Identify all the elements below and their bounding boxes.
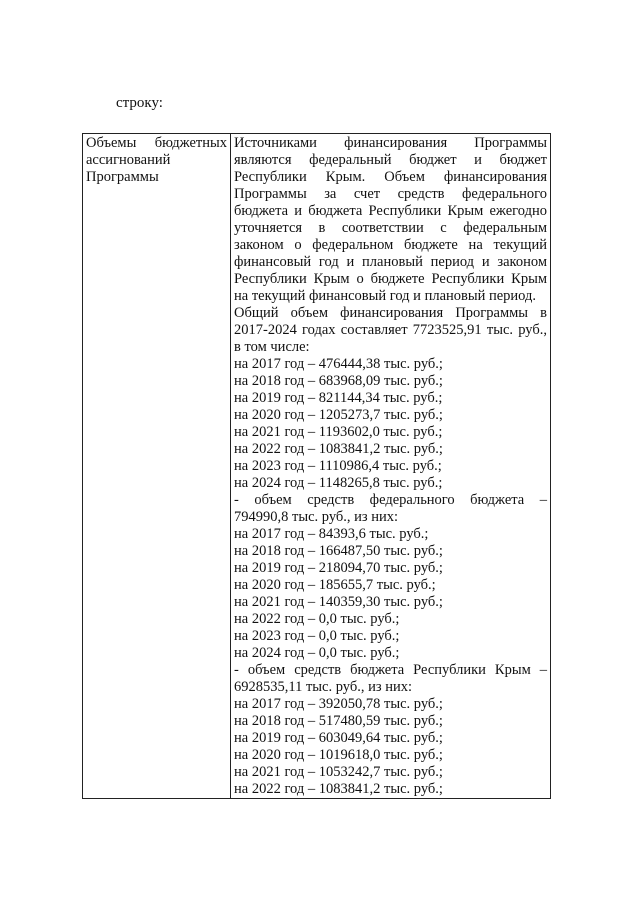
- intro-text: строку:: [116, 95, 163, 111]
- total-by-year-list: [234, 356, 547, 492]
- passport-table: [82, 133, 551, 799]
- crimea-by-year-list: [234, 696, 547, 798]
- list-item: на 2019 год – 603049,64 тыс. руб.;: [234, 730, 443, 746]
- funding-sources-paragraph: Источниками финансирования Программы являются федеральный бюджет и бюджет Республики Крым. Объем финансирования Программы за счет средств федерального бюджета и бюджета Республики Крым ежегодно уточняется в соответствии с федеральным законом о федеральном бюджете на текущий финансовый год и плановый период и законом Республики Крым о бюджете Республики Крым на текущий финансовый год и плановый период.: [234, 135, 547, 304]
- list-item: на 2020 год – 1019618,0 тыс. руб.;: [234, 747, 443, 763]
- federal-budget-heading: - объем средств федерального бюджета –: [234, 492, 547, 508]
- list-item: на 2019 год – 218094,70 тыс. руб.;: [234, 560, 443, 576]
- list-item: на 2023 год – 1110986,4 тыс. руб.;: [234, 458, 442, 474]
- row-label-line: Объемы бюджетных: [86, 135, 227, 151]
- list-item: на 2024 год – 1148265,8 тыс. руб.;: [234, 475, 443, 491]
- row-label-line: ассигнований: [86, 152, 171, 168]
- federal-budget-amount: 794990,8 тыс. руб., из них:: [234, 509, 399, 525]
- crimea-budget-heading: - объем средств бюджета Республики Крым –: [234, 662, 547, 678]
- total-funding-paragraph: Общий объем финансирования Программы в 2017-2024 годах составляет 7723525,91 тыс. руб., в том числе:: [234, 305, 547, 355]
- list-item: на 2018 год – 166487,50 тыс. руб.;: [234, 543, 443, 559]
- list-item: на 2023 год – 0,0 тыс. руб.;: [234, 628, 400, 644]
- list-item: на 2021 год – 1193602,0 тыс. руб.;: [234, 424, 443, 440]
- list-item: на 2019 год – 821144,34 тыс. руб.;: [234, 390, 443, 406]
- row-content-cell: [231, 134, 551, 799]
- table-row: [83, 134, 551, 799]
- list-item: на 2022 год – 1083841,2 тыс. руб.;: [234, 441, 443, 457]
- list-item: на 2020 год – 185655,7 тыс. руб.;: [234, 577, 436, 593]
- federal-by-year-list: [234, 526, 547, 662]
- list-item: на 2024 год – 0,0 тыс. руб.;: [234, 645, 400, 661]
- list-item: на 2018 год – 683968,09 тыс. руб.;: [234, 373, 443, 389]
- list-item: на 2021 год – 140359,30 тыс. руб.;: [234, 594, 443, 610]
- list-item: на 2022 год – 1083841,2 тыс. руб.;: [234, 781, 443, 797]
- list-item: на 2020 год – 1205273,7 тыс. руб.;: [234, 407, 443, 423]
- crimea-budget-amount: 6928535,11 тыс. руб., из них:: [234, 679, 413, 695]
- row-label-line: Программы: [86, 169, 159, 185]
- list-item: на 2017 год – 476444,38 тыс. руб.;: [234, 356, 443, 372]
- list-item: на 2018 год – 517480,59 тыс. руб.;: [234, 713, 443, 729]
- list-item: на 2017 год – 84393,6 тыс. руб.;: [234, 526, 429, 542]
- list-item: на 2017 год – 392050,78 тыс. руб.;: [234, 696, 443, 712]
- list-item: на 2022 год – 0,0 тыс. руб.;: [234, 611, 400, 627]
- row-label-cell: [83, 134, 231, 799]
- list-item: на 2021 год – 1053242,7 тыс. руб.;: [234, 764, 443, 780]
